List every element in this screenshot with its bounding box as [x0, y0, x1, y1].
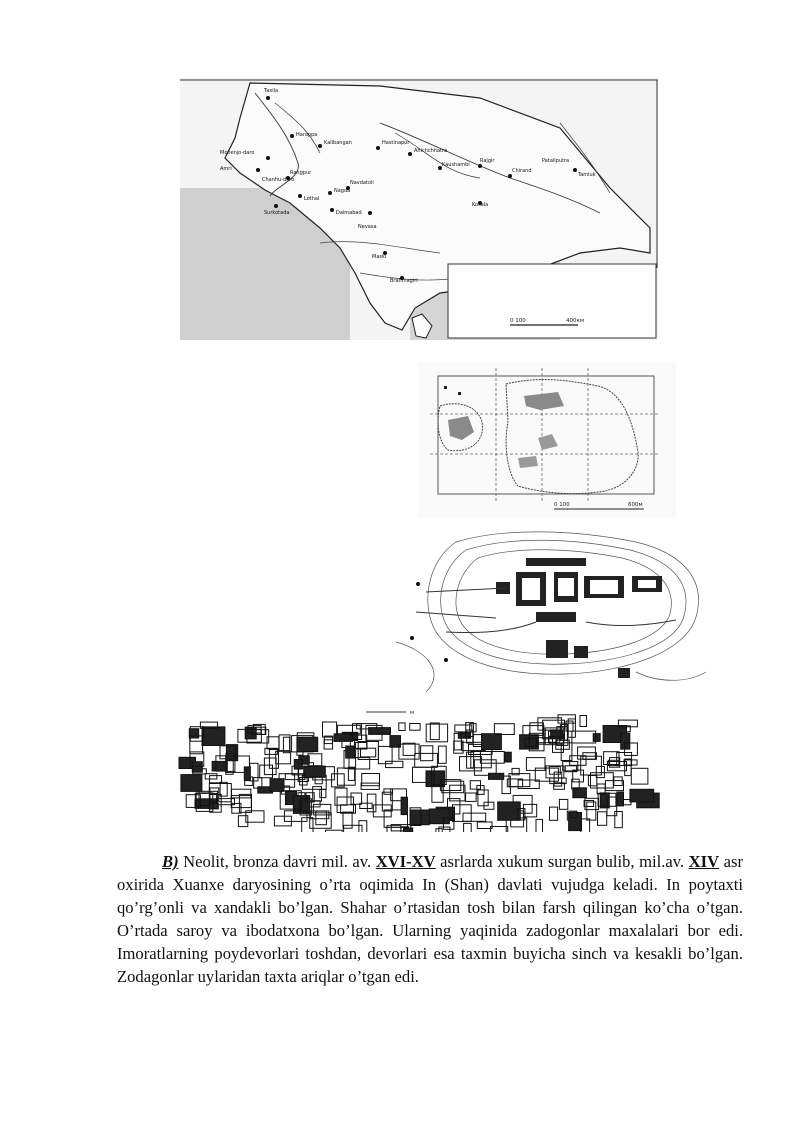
city-block — [270, 779, 284, 792]
city-block — [621, 733, 630, 749]
settlement-site-plan-graphic — [386, 522, 716, 698]
map-label: Kaushambi — [442, 162, 470, 168]
map-label: Surkotada — [264, 210, 290, 216]
map-scale-label: 0 100 — [510, 318, 526, 324]
city-block — [202, 727, 225, 746]
city-block — [181, 775, 202, 792]
city-block — [569, 813, 582, 831]
city-block — [209, 803, 218, 809]
text-segment: asrlarda xukum surgan bulib, mil.av. — [435, 852, 689, 871]
map-label: Tamluk — [578, 172, 596, 178]
india-map-figure — [180, 78, 658, 340]
section-label: B) — [162, 852, 179, 871]
map-label: Pataliputra — [542, 158, 570, 164]
grid-site-plan-figure — [418, 362, 676, 518]
city-block — [525, 738, 536, 746]
map-label: Ahichchhatra — [414, 148, 448, 154]
map-label: Mohenjo-daro — [220, 150, 255, 156]
city-block — [630, 789, 654, 802]
city-block — [429, 809, 449, 824]
map-label: Kosala — [472, 202, 489, 208]
grid-scale-label: 0 100 — [554, 502, 570, 508]
city-block — [294, 760, 302, 770]
map-label: Hastinapur — [382, 140, 410, 146]
map-label: Rangpur — [290, 170, 312, 176]
map-label: Chanhu-daro — [262, 177, 295, 183]
map-label: Navdatoli — [350, 180, 374, 186]
city-scale-label: м — [410, 710, 415, 716]
city-block — [600, 793, 609, 808]
city-block — [212, 761, 227, 771]
grid-site-plan-graphic — [418, 362, 676, 518]
city-block — [297, 737, 318, 751]
map-scale-label: 400км — [566, 318, 584, 324]
city-block — [192, 762, 202, 773]
city-block — [505, 752, 511, 762]
india-map-graphic — [180, 78, 658, 340]
city-plan-graphic — [166, 702, 662, 832]
map-label: Daimabad — [336, 210, 362, 216]
city-block — [369, 728, 391, 735]
map-label: Maski — [372, 254, 387, 260]
city-block — [401, 797, 407, 814]
map-label: Nagda — [334, 188, 351, 194]
city-block — [410, 810, 429, 825]
map-label: Harappa — [296, 132, 318, 138]
map-label: Brahmagiri — [390, 278, 418, 284]
city-block — [617, 792, 624, 806]
city-block — [189, 729, 198, 738]
city-block — [226, 745, 237, 761]
map-label: Chirand — [512, 168, 532, 174]
city-block — [334, 734, 352, 742]
city-block — [304, 766, 326, 777]
century-number: XIV — [688, 852, 720, 871]
city-plan-figure — [166, 702, 662, 832]
century-range: XVI-XV — [375, 852, 436, 871]
city-block — [593, 734, 600, 742]
text-segment: Neolit, bronza davri mil. av. — [178, 852, 376, 871]
settlement-site-plan-figure — [386, 522, 716, 698]
city-block — [489, 773, 504, 779]
map-label: Taxila — [264, 88, 279, 94]
map-label: Lothal — [304, 196, 320, 202]
city-block — [482, 734, 502, 750]
map-label: Kalibangan — [324, 140, 352, 146]
map-label: Amri — [220, 166, 232, 172]
map-label: Nevasa — [358, 224, 377, 230]
text-segment: asr oxirida Xuanxe daryosining o’rta oqimida In (Shan) davlati vujudga keladi. In poytaxti qo’rg’onli va xandakli bo’lgan. Shahar o’rtasidan tosh bilan farsh qilingan ko’cha o’tgan. O’rtada saroy va ibodatxona bo’lgan. Ularning yaqinida zadogonlar maxalalari bor edi. Imoratlarning poydevorlari toshdan, devorlari esa taxmin buyicha sinch va kesakli bo’lgan. Zodagonlar uylaridan taxta ariqlar o’tgan edi. — [117, 852, 743, 986]
city-block — [244, 767, 250, 781]
grid-scale-label: 600м — [628, 502, 643, 508]
city-block — [498, 802, 521, 820]
body-paragraph — [117, 850, 743, 988]
map-label: Rajgir — [480, 158, 495, 164]
city-block — [346, 746, 355, 758]
